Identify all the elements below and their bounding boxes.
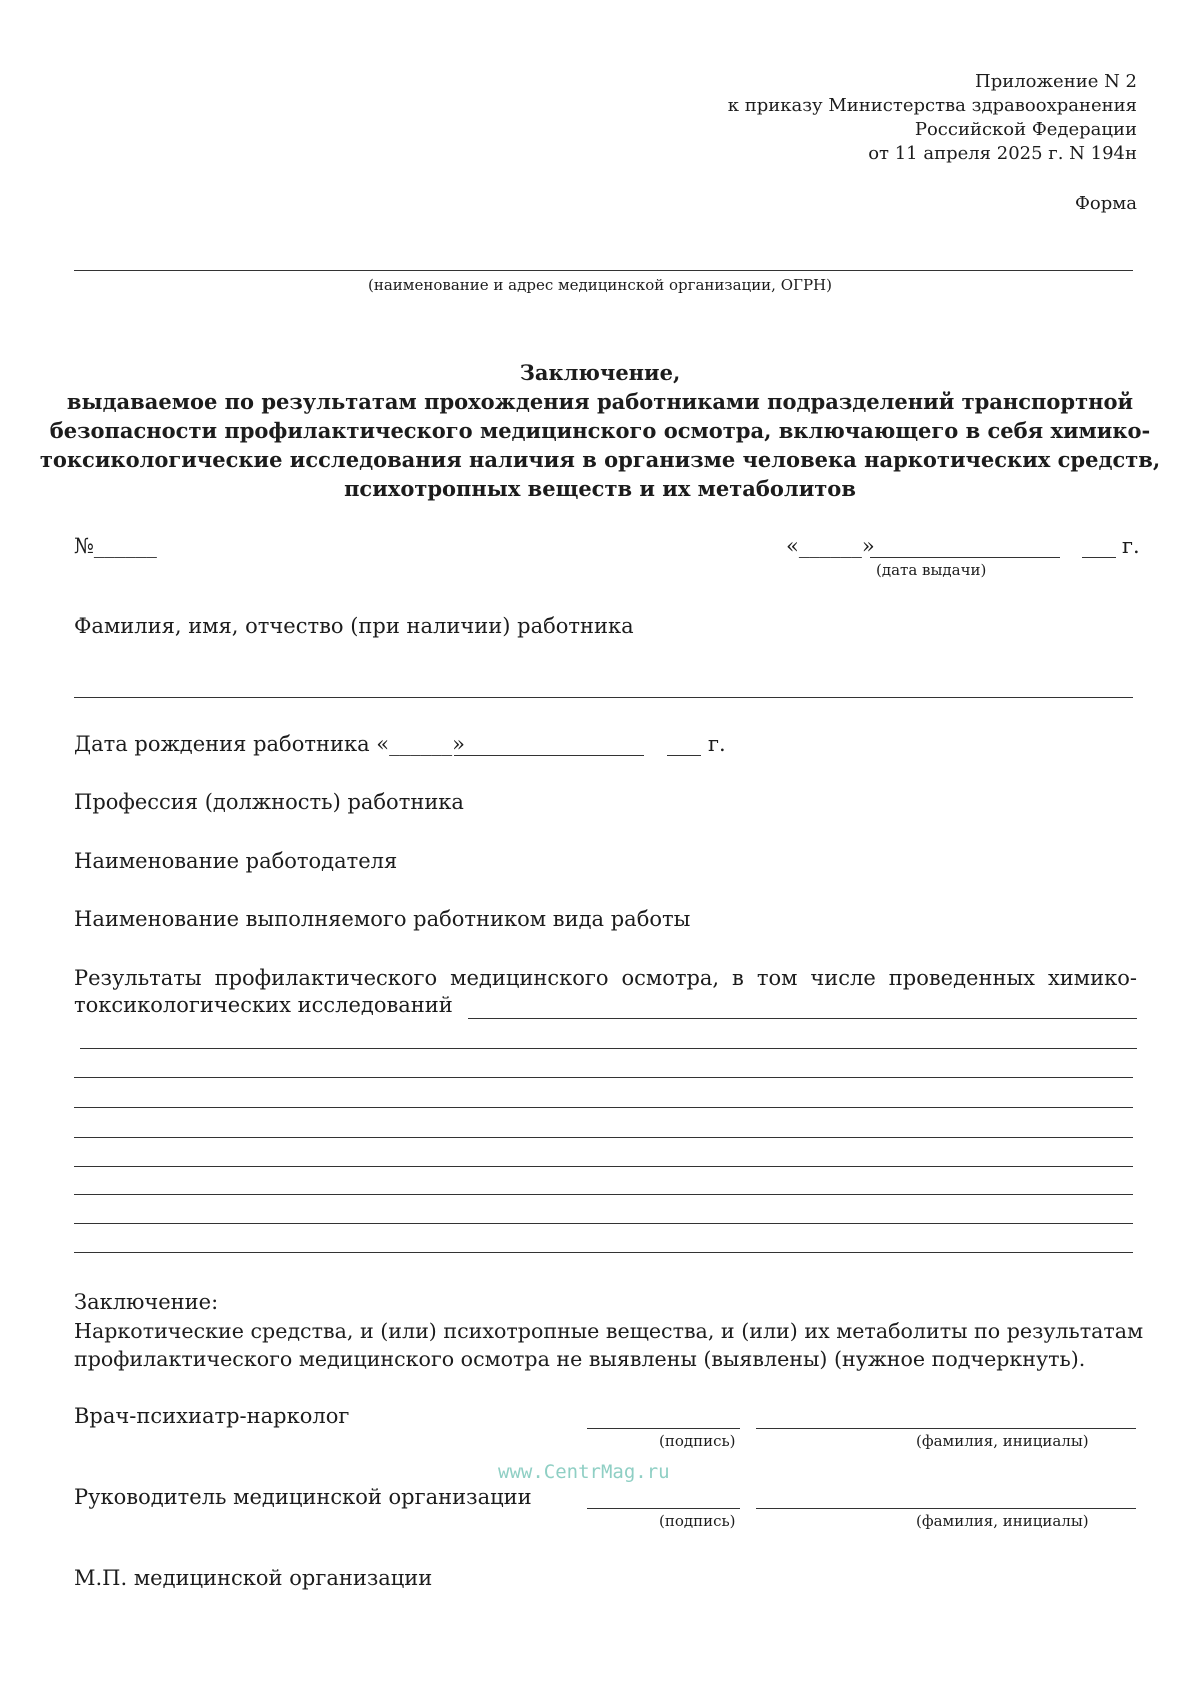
head-label: Руководитель медицинской организации xyxy=(74,1485,532,1509)
narcologist-sign-caption: (подпись) xyxy=(659,1432,736,1450)
results-blank-line xyxy=(74,1137,1133,1138)
head-name-caption: (фамилия, инициалы) xyxy=(916,1512,1089,1530)
results-blank-line xyxy=(80,1048,1137,1049)
issue-date-year-suffix: г. xyxy=(1122,534,1140,558)
results-block xyxy=(74,963,1137,993)
document-number: №______ xyxy=(74,534,157,558)
results-blank-line xyxy=(74,1194,1133,1195)
full-name-label: Фамилия, имя, отчество (при наличии) работника xyxy=(74,614,634,638)
document-title xyxy=(0,358,1200,503)
conclusion-line-2: профилактического медицинского осмотра не выявлены (выявлены) (нужное подчеркнуть). xyxy=(74,1347,1086,1371)
results-blank-line xyxy=(74,1107,1133,1108)
birth-year-suffix: г. xyxy=(708,732,726,756)
head-signature-line xyxy=(587,1508,740,1509)
narcologist-signature-line xyxy=(587,1428,740,1429)
title-line-2: выдаваемое по результатам прохождения работниками подразделений транспортной xyxy=(66,389,1134,414)
employer-label: Наименование работодателя xyxy=(74,849,398,873)
narcologist-name-line xyxy=(756,1428,1136,1429)
birth-date-label: Дата рождения работника «______» xyxy=(74,732,465,756)
issue-date-day: «______» xyxy=(786,534,875,558)
conclusion-heading: Заключение: xyxy=(74,1290,219,1314)
form-label: Форма xyxy=(1074,193,1137,214)
issue-date-caption: (дата выдачи) xyxy=(876,561,987,579)
narcologist-name-caption: (фамилия, инициалы) xyxy=(916,1432,1089,1450)
results-line-underline xyxy=(468,1018,1137,1019)
header-block xyxy=(728,70,1137,166)
issue-date-year-line xyxy=(1082,557,1116,558)
conclusion-text xyxy=(74,1316,1144,1346)
order-line-2: Российской Федерации xyxy=(914,119,1137,140)
order-date: от 11 апреля 2025 г. N 194н xyxy=(868,143,1137,164)
results-blank-line xyxy=(74,1252,1133,1253)
profession-label: Профессия (должность) работника xyxy=(74,790,464,814)
results-line-2: токсикологических исследований xyxy=(74,993,453,1017)
title-line-3: безопасности профилактического медицинского осмотра, включающего в себя химико- xyxy=(49,418,1151,443)
appendix-number: Приложение N 2 xyxy=(975,71,1137,92)
issue-date-month-line xyxy=(870,557,1060,558)
title-line-4: токсикологические исследования наличия в организме человека наркотических средств, xyxy=(39,447,1161,472)
full-name-line xyxy=(74,697,1133,698)
birth-date-month-line xyxy=(454,755,644,756)
conclusion-line-1: Наркотические средства, и (или) психотропные вещества, и (или) их метаболиты по результатам xyxy=(74,1319,1144,1343)
birth-date-year-line xyxy=(667,755,701,756)
head-sign-caption: (подпись) xyxy=(659,1512,736,1530)
watermark: www.CentrMag.ru xyxy=(498,1461,670,1483)
work-type-label: Наименование выполняемого работником вида работы xyxy=(74,907,691,931)
org-caption: (наименование и адрес медицинской организации, ОГРН) xyxy=(368,276,832,294)
results-line-1: Результаты профилактического медицинского осмотра, в том числе проведенных химико- xyxy=(74,966,1137,990)
results-blank-line xyxy=(74,1166,1133,1167)
stamp-label: М.П. медицинской организации xyxy=(74,1566,433,1590)
org-name-line xyxy=(74,270,1133,271)
results-blank-line xyxy=(74,1223,1133,1224)
results-blank-line xyxy=(74,1077,1133,1078)
narcologist-label: Врач-психиатр-нарколог xyxy=(74,1404,350,1428)
order-line-1: к приказу Министерства здравоохранения xyxy=(727,95,1137,116)
head-name-line xyxy=(756,1508,1136,1509)
title-line-5: психотропных веществ и их метаболитов xyxy=(344,476,856,501)
title-line-1: Заключение, xyxy=(519,360,681,385)
